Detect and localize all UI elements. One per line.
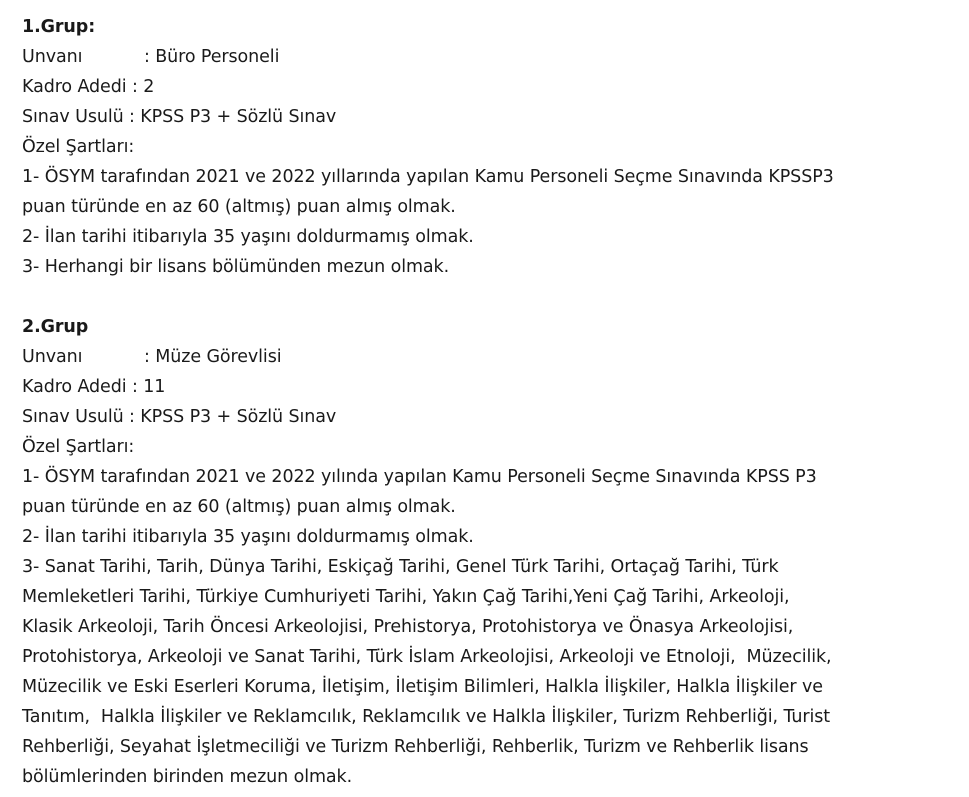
group-1-section	[22, 12, 962, 282]
group-1-unvan-label: Unvanı	[22, 47, 83, 67]
group-1-sinav: Sınav Usulü : KPSS P3 + Sözlü Sınav	[22, 107, 337, 127]
group-1-unvan-row	[22, 42, 962, 72]
group-2-line: Rehberliği, Seyahat İşletmeciliği ve Turizm Rehberliği, Rehberlik, Turizm ve Rehberlik lisans	[22, 737, 809, 757]
group-2-line: puan türünde en az 60 (altmış) puan almış olmak.	[22, 497, 456, 517]
document-body	[22, 12, 962, 792]
group-2-line: Protohistorya, Arkeoloji ve Sanat Tarihi, Türk İslam Arkeolojisi, Arkeoloji ve Etnoloji, Müzecilik,	[22, 647, 832, 667]
group-1-line: 2- İlan tarihi itibarıyla 35 yaşını doldurmamış olmak.	[22, 227, 474, 247]
group-2-unvan-value: : Müze Görevlisi	[144, 347, 282, 367]
group-2-line: Klasik Arkeoloji, Tarih Öncesi Arkeolojisi, Prehistorya, Protohistorya ve Önasya Arkeolojisi,	[22, 617, 794, 637]
group-2-line: 2- İlan tarihi itibarıyla 35 yaşını doldurmamış olmak.	[22, 527, 474, 547]
group-2-heading: 2.Grup	[22, 317, 89, 337]
group-1-unvan-value: : Büro Personeli	[144, 47, 280, 67]
group-2-line: Memleketleri Tarihi, Türkiye Cumhuriyeti Tarihi, Yakın Çağ Tarihi,Yeni Çağ Tarihi, Arkeoloji,	[22, 587, 790, 607]
group-1-heading: 1.Grup:	[22, 17, 96, 37]
section-spacer	[22, 282, 962, 312]
group-2-line: 3- Sanat Tarihi, Tarih, Dünya Tarihi, Eskiçağ Tarihi, Genel Türk Tarihi, Ortaçağ Tarihi, Türk	[22, 557, 779, 577]
group-2-unvan-label: Unvanı	[22, 347, 83, 367]
group-1-kadro: Kadro Adedi : 2	[22, 77, 155, 97]
group-2-section	[22, 312, 962, 792]
group-1-line: puan türünde en az 60 (altmış) puan almış olmak.	[22, 197, 456, 217]
group-2-sinav: Sınav Usulü : KPSS P3 + Sözlü Sınav	[22, 407, 337, 427]
group-2-line: Müzecilik ve Eski Eserleri Koruma, İletişim, İletişim Bilimleri, Halkla İlişkiler, Halkla İlişkiler ve	[22, 677, 823, 697]
group-1-ozel-label: Özel Şartları:	[22, 137, 135, 157]
group-1-line: 1- ÖSYM tarafından 2021 ve 2022 yıllarında yapılan Kamu Personeli Seçme Sınavında KPSSP3	[22, 167, 834, 187]
group-1-line: 3- Herhangi bir lisans bölümünden mezun olmak.	[22, 257, 450, 277]
group-2-line: bölümlerinden birinden mezun olmak.	[22, 767, 353, 787]
group-2-line: 1- ÖSYM tarafından 2021 ve 2022 yılında yapılan Kamu Personeli Seçme Sınavında KPSS P3	[22, 467, 817, 487]
group-2-ozel-label: Özel Şartları:	[22, 437, 135, 457]
group-2-unvan-row	[22, 342, 962, 372]
group-2-line: Tanıtım, Halkla İlişkiler ve Reklamcılık, Reklamcılık ve Halkla İlişkiler, Turizm Rehberliği, Turist	[22, 707, 831, 727]
group-2-kadro: Kadro Adedi : 11	[22, 377, 166, 397]
